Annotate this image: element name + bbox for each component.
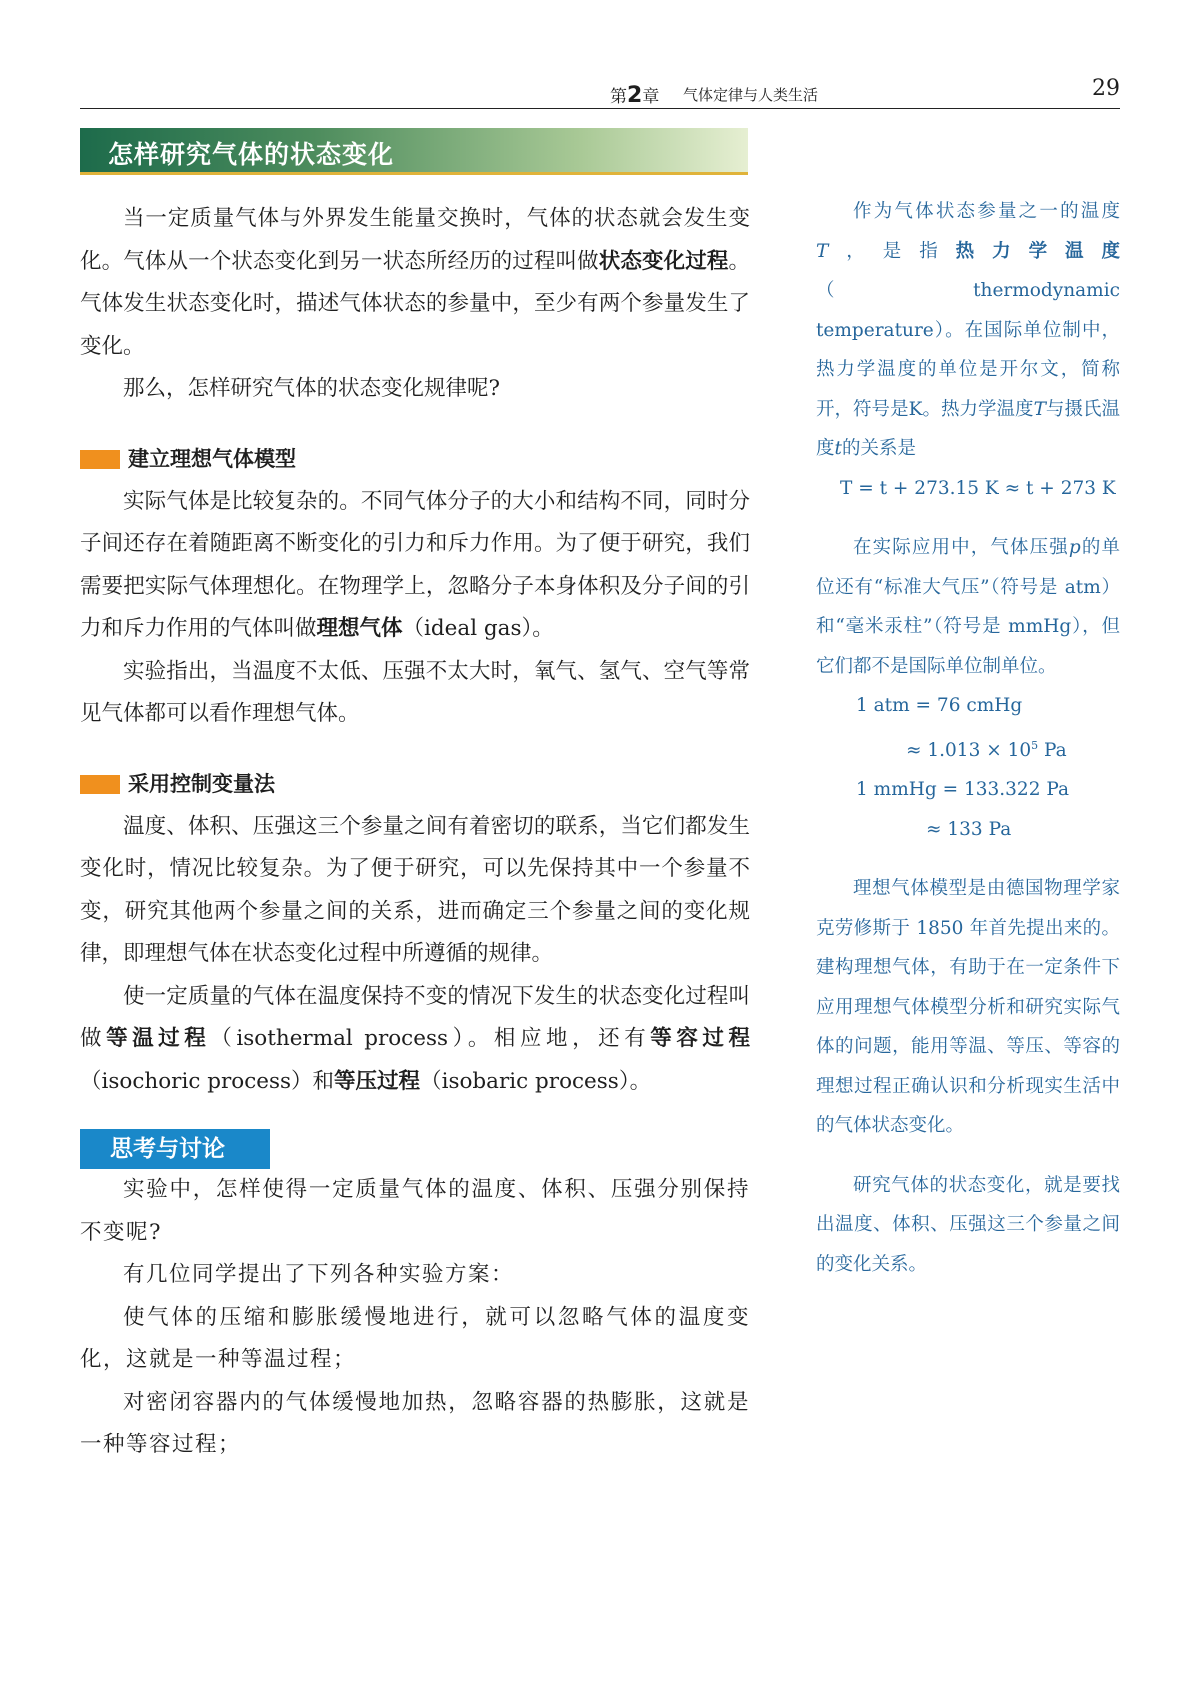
subhead-ideal-gas bbox=[80, 439, 750, 481]
ideal-gas-paragraph-1: 实际气体是比较复杂的。不同气体分子的大小和结构不同，同时分子间还存在着随距离不断变化的引力和斥力作用。为了便于研究，我们需要把实际气体理想化。在物理学上，忽略分子本身体积及分子间的引力和斥力作用的气体叫做理想气体（ideal gas）。 bbox=[80, 488, 750, 641]
discussion-body bbox=[80, 1169, 750, 1467]
page-number: 29 bbox=[1092, 76, 1120, 101]
intro-paragraph-2: 那么，怎样研究气体的状态变化规律呢? bbox=[123, 376, 501, 401]
discussion-paragraph-1: 实验中，怎样使得一定质量气体的温度、体积、压强分别保持不变呢? bbox=[80, 1177, 750, 1245]
discussion-banner bbox=[80, 1129, 270, 1169]
orange-marker-icon bbox=[80, 450, 120, 469]
discussion-paragraph-2: 有几位同学提出了下列各种实验方案： bbox=[123, 1262, 515, 1287]
chapter-title: 气体定律与人类生活 bbox=[683, 86, 819, 104]
side-note-research: 研究气体的状态变化，就是要找出温度、体积、压强这三个参量之间的变化关系。 bbox=[816, 1174, 1120, 1275]
side-note-pressure-units: 在实际应用中，气体压强p的单位还有“标准大气压”（符号是 atm）和“毫米汞柱”（符号是 mmHg），但它们都不是国际单位制单位。 bbox=[816, 537, 1120, 677]
discussion-paragraph-3: 使气体的压缩和膨胀缓慢地进行，就可以忽略气体的温度变化，这就是一种等温过程； bbox=[80, 1304, 750, 1372]
formula-mmhg: 1 mmHg = 133.322 Pa bbox=[856, 779, 1070, 801]
discussion-paragraph-4: 对密闭容器内的气体缓慢地加热，忽略容器的热膨胀，这就是一种等容过程； bbox=[80, 1389, 750, 1457]
page-header bbox=[80, 70, 1120, 109]
margin-notes bbox=[816, 192, 1120, 1284]
side-note-ideal-gas-model: 理想气体模型是由德国物理学家克劳修斯于 1850 年首先提出来的。建构理想气体，有助于在一定条件下应用理想气体模型分析和研究实际气体的问题，能用等温、等压、等容的理想过程正确认识和分析现实生活中的气体状态变化。 bbox=[816, 878, 1120, 1137]
section-banner bbox=[80, 128, 748, 175]
control-paragraph-2: 使一定质量的气体在温度保持不变的情况下发生的状态变化过程叫做等温过程（isothermal process）。相应地，还有等容过程（isochoric process）和等压过程（isobaric process）。 bbox=[80, 983, 750, 1094]
main-text bbox=[80, 198, 750, 1467]
term-ideal-gas: 理想气体 bbox=[316, 616, 403, 641]
section-title: 怎样研究气体的状态变化 bbox=[108, 140, 395, 169]
formula-mmhg-approx: ≈ 133 Pa bbox=[926, 818, 1012, 840]
formula-atm-pa: ≈ $1.013 \times 10^5$ Pa bbox=[906, 738, 1067, 761]
subhead-control-variables bbox=[80, 764, 750, 806]
term-state-change-process: 状态变化过程 bbox=[598, 248, 729, 274]
orange-marker-icon bbox=[80, 775, 120, 794]
chapter-number: 2 bbox=[627, 83, 643, 108]
ideal-gas-paragraph-2: 实验指出，当温度不太低、压强不太大时，氧气、氢气、空气等常见气体都可以看作理想气体。 bbox=[80, 658, 750, 726]
subhead-ideal-gas-text: 建立理想气体模型 bbox=[128, 447, 296, 472]
formula-atm: 1 atm = 76 cmHg bbox=[856, 695, 1023, 716]
subhead-control-variables-text: 采用控制变量法 bbox=[128, 772, 275, 797]
term-isothermal: 等温过程 bbox=[106, 1026, 211, 1051]
intro-paragraph-1: 当一定质量气体与外界发生能量交换时，气体的状态就会发生变化。气体从一个状态变化到另一状态所经历的过程叫做状态变化过程。气体发生状态变化时，描述气体状态的参量中，至少有两个参量发生了变化。 bbox=[80, 206, 750, 359]
chapter-label: 第2章 bbox=[610, 83, 660, 108]
term-thermodynamic-temperature: 热力学温度 bbox=[955, 240, 1120, 262]
side-note-thermodynamic-temperature: 作为气体状态参量之一的温度T，是指热力学温度（thermodynamic temperature）。在国际单位制中，热力学温度的单位是开尔文，简称开，符号是K。热力学温度T与摄氏温度t的关系是 bbox=[816, 201, 1120, 459]
control-paragraph-1: 温度、体积、压强这三个参量之间有着密切的联系，当它们都发生变化时，情况比较复杂。为了便于研究，可以先保持其中一个参量不变，研究其他两个参量之间的关系，进而确定三个参量之间的变化规律，即理想气体在状态变化过程中所遵循的规律。 bbox=[80, 813, 750, 966]
term-isobaric: 等压过程 bbox=[334, 1068, 421, 1094]
formula-temperature: T = t + 273.15 K ≈ t + 273 K bbox=[840, 477, 1116, 499]
discussion-title: 思考与讨论 bbox=[110, 1136, 225, 1162]
term-isochoric: 等容过程 bbox=[650, 1026, 750, 1051]
